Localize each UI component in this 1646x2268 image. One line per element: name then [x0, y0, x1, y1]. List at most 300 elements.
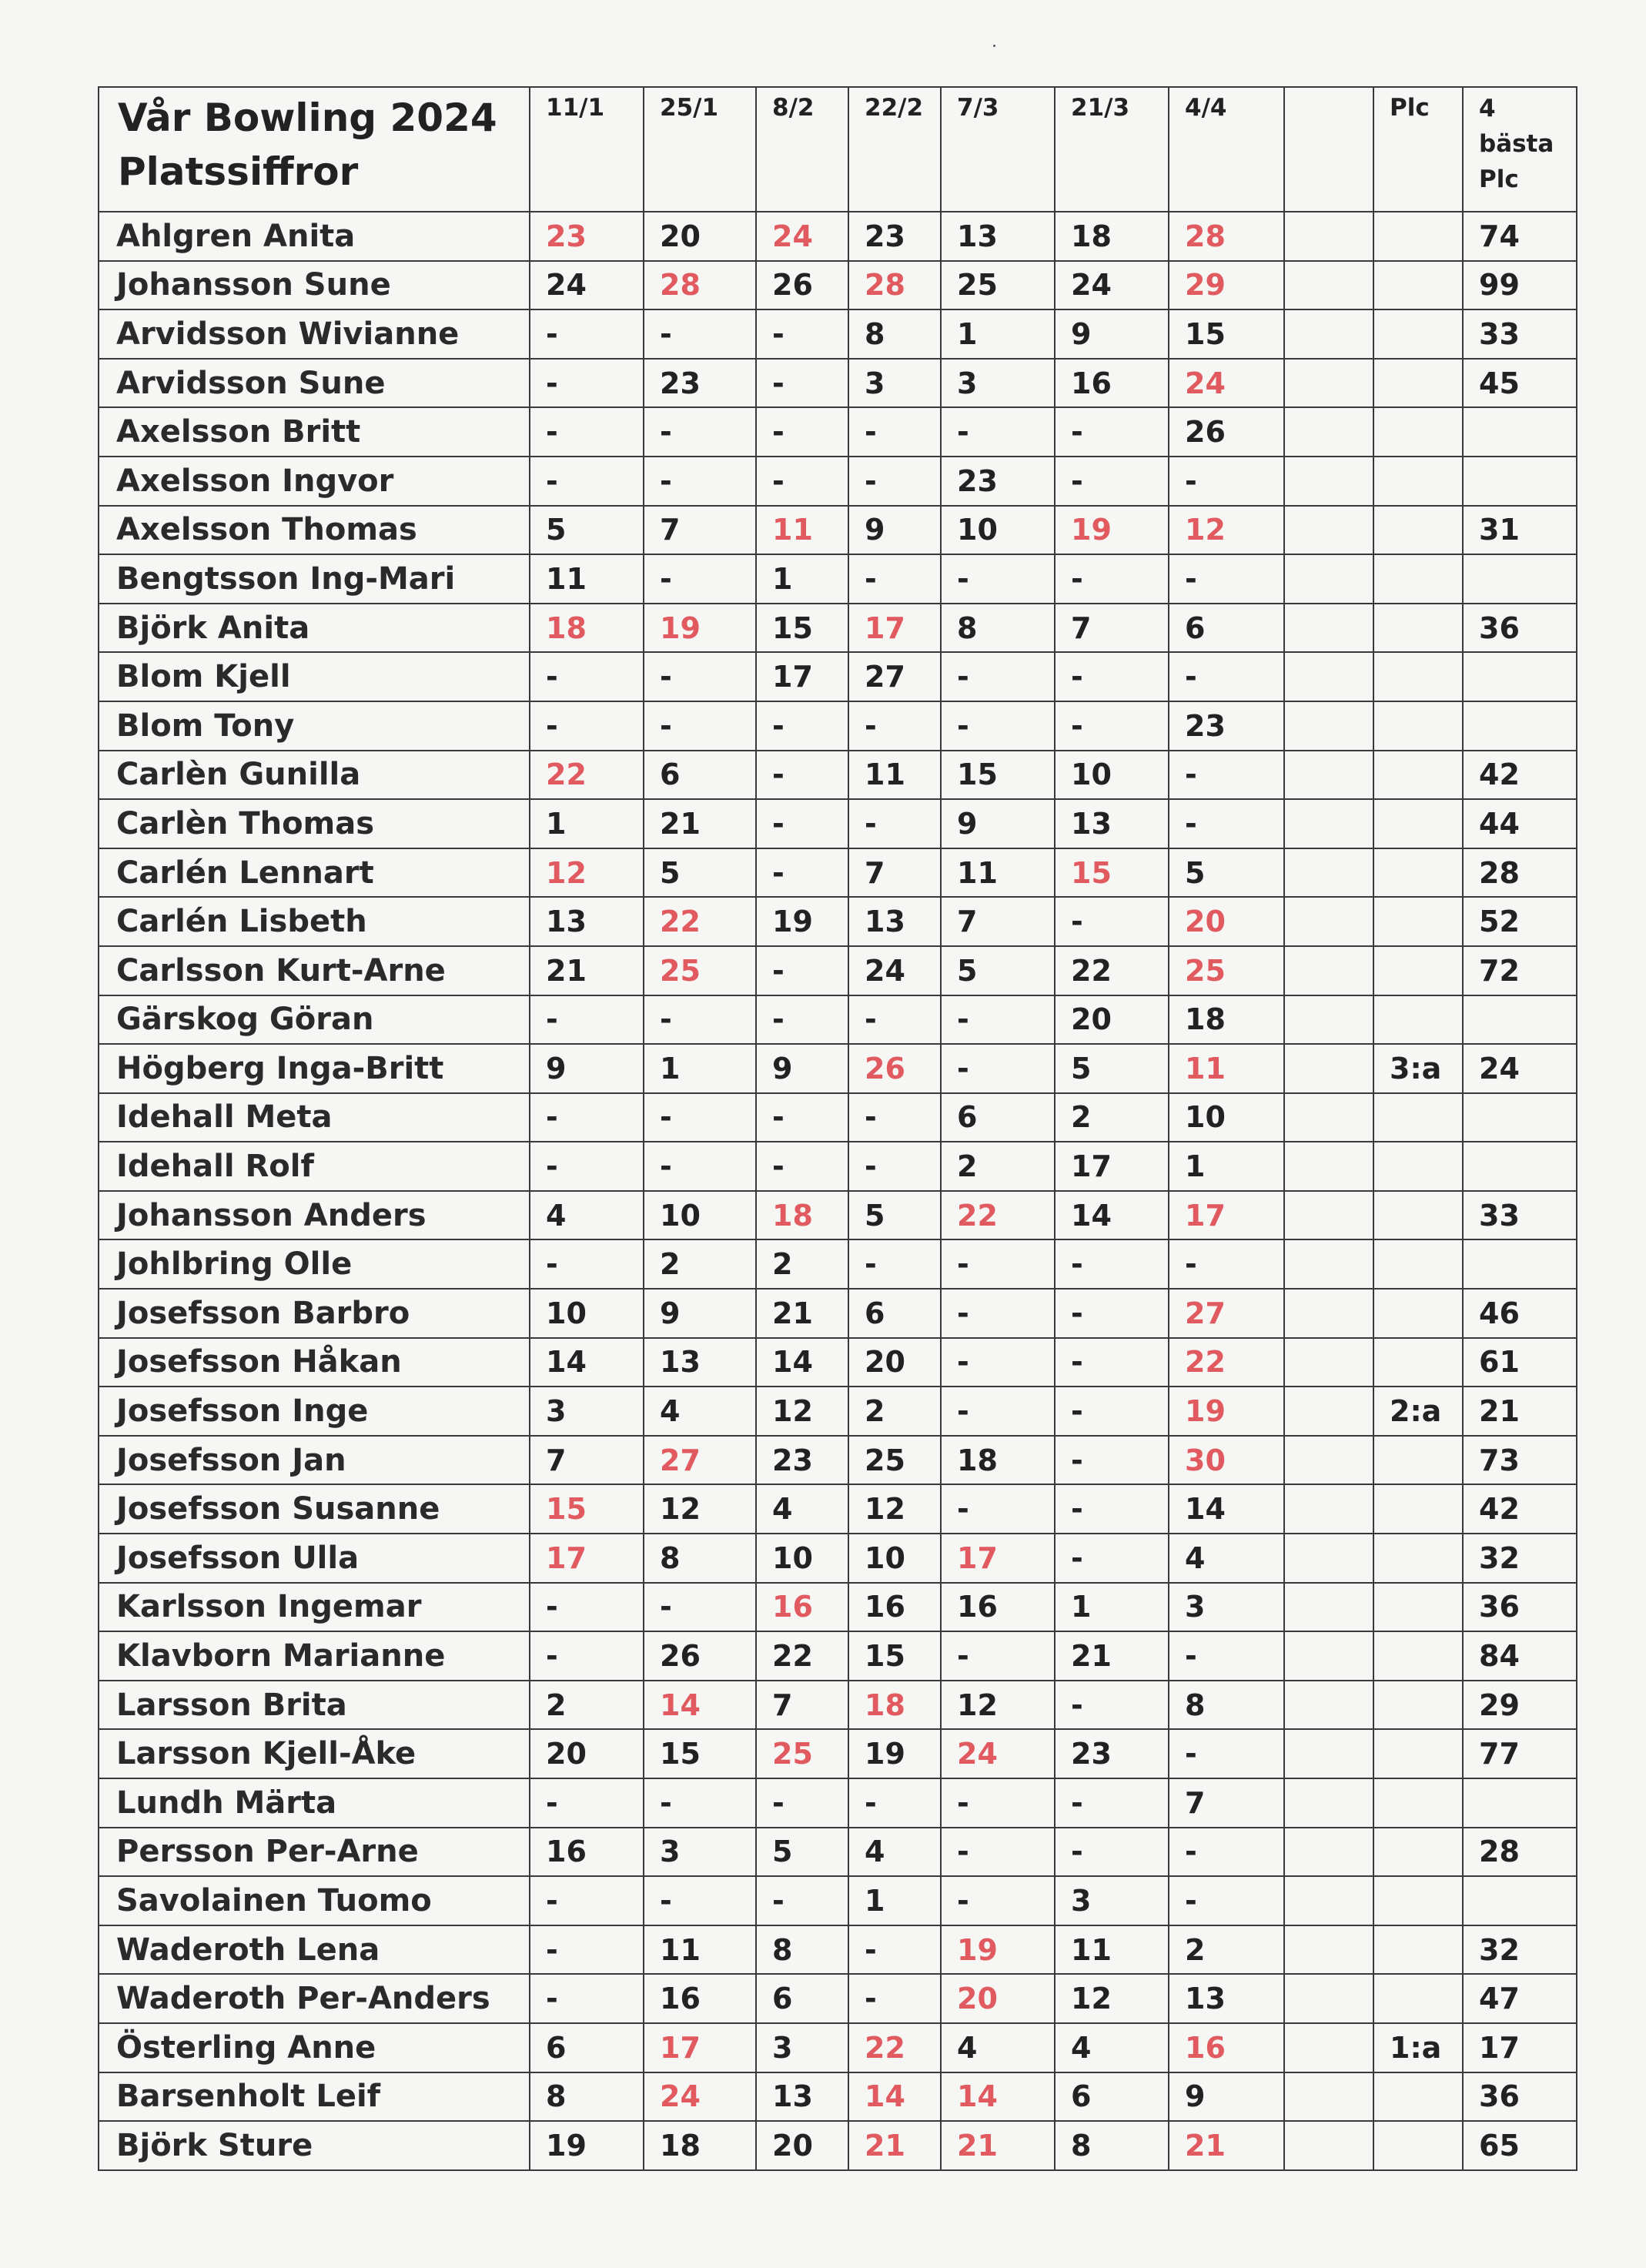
score-cell: 3 [848, 359, 941, 408]
score-cell: 26 [848, 1044, 941, 1093]
score-cell: 19 [1169, 1387, 1284, 1436]
score-cell [1284, 1338, 1373, 1387]
score-cell: - [756, 1142, 848, 1191]
player-name: Ahlgren Anita [99, 212, 530, 261]
score-cell: - [756, 946, 848, 995]
placement-cell [1373, 1436, 1463, 1485]
table-row [99, 1093, 1577, 1142]
placement-cell [1373, 1583, 1463, 1632]
score-cell: 10 [848, 1534, 941, 1583]
player-name: Karlsson Ingemar [99, 1583, 530, 1632]
score-cell: - [848, 407, 941, 457]
score-cell [1284, 1828, 1373, 1877]
score-cell: 13 [941, 212, 1055, 261]
placement-cell [1373, 1239, 1463, 1289]
score-cell: 27 [1169, 1289, 1284, 1338]
best4-cell [1463, 652, 1577, 701]
table-row [99, 212, 1577, 261]
score-cell: - [530, 652, 644, 701]
score-cell: 1 [1055, 1583, 1169, 1632]
table-row [99, 506, 1577, 555]
score-cell: 4 [756, 1484, 848, 1534]
score-cell: - [941, 1631, 1055, 1681]
score-cell: 8 [530, 2072, 644, 2122]
score-cell [1284, 212, 1373, 261]
score-cell: - [756, 701, 848, 751]
player-name: Johansson Sune [99, 261, 530, 310]
score-cell: 25 [848, 1436, 941, 1485]
score-cell: 8 [1169, 1681, 1284, 1730]
player-name: Barsenholt Leif [99, 2072, 530, 2122]
score-cell: 12 [1055, 1974, 1169, 2023]
score-cell: 11 [530, 554, 644, 604]
score-cell: 15 [530, 1484, 644, 1534]
score-cell: - [1055, 407, 1169, 457]
best4-cell: 47 [1463, 1974, 1577, 2023]
score-cell: 7 [1055, 604, 1169, 653]
score-cell: - [1169, 1729, 1284, 1778]
score-cell: 17 [530, 1534, 644, 1583]
score-cell: - [1055, 1387, 1169, 1436]
player-name: Arvidsson Wivianne [99, 309, 530, 359]
score-cell [1284, 1534, 1373, 1583]
score-cell: 11 [1055, 1925, 1169, 1975]
score-cell: 1 [756, 554, 848, 604]
score-cell: 3 [756, 2023, 848, 2072]
score-cell: - [848, 554, 941, 604]
score-cell: - [756, 457, 848, 506]
score-cell: 20 [756, 2121, 848, 2170]
placement-cell [1373, 212, 1463, 261]
score-cell: 2 [756, 1239, 848, 1289]
col-header-empty [1284, 87, 1373, 212]
best4-cell [1463, 701, 1577, 751]
score-cell: 11 [756, 506, 848, 555]
score-cell: 12 [756, 1387, 848, 1436]
score-cell: 11 [1169, 1044, 1284, 1093]
placement-cell [1373, 261, 1463, 310]
score-cell: 9 [756, 1044, 848, 1093]
table-row [99, 1289, 1577, 1338]
best4-cell: 32 [1463, 1925, 1577, 1975]
score-cell: 24 [530, 261, 644, 310]
score-cell: - [1055, 457, 1169, 506]
score-cell: 18 [848, 1681, 941, 1730]
score-cell: 22 [756, 1631, 848, 1681]
score-cell: 17 [848, 604, 941, 653]
best4-cell: 33 [1463, 309, 1577, 359]
best4-cell: 84 [1463, 1631, 1577, 1681]
score-cell: 3 [1169, 1583, 1284, 1632]
score-cell: 26 [644, 1631, 756, 1681]
score-cell: - [1169, 1828, 1284, 1877]
table-row [99, 1387, 1577, 1436]
player-name: Persson Per-Arne [99, 1828, 530, 1877]
best4-cell [1463, 1778, 1577, 1828]
score-cell [1284, 309, 1373, 359]
table-row [99, 751, 1577, 800]
player-name: Josefsson Inge [99, 1387, 530, 1436]
col-header: 4/4 [1169, 87, 1284, 212]
score-cell: - [530, 359, 644, 408]
score-cell: 24 [644, 2072, 756, 2122]
score-cell [1284, 2121, 1373, 2170]
score-cell: 21 [644, 799, 756, 848]
best4-cell: 52 [1463, 897, 1577, 946]
table-row [99, 604, 1577, 653]
placement-cell [1373, 946, 1463, 995]
best4-cell [1463, 457, 1577, 506]
table-row [99, 701, 1577, 751]
score-cell: 21 [1169, 2121, 1284, 2170]
score-cell: - [530, 1093, 644, 1142]
best4-cell: 36 [1463, 604, 1577, 653]
score-cell: 21 [848, 2121, 941, 2170]
player-name: Klavborn Marianne [99, 1631, 530, 1681]
placement-cell [1373, 1289, 1463, 1338]
table-row [99, 1044, 1577, 1093]
score-cell: 15 [941, 751, 1055, 800]
player-name: Johansson Anders [99, 1191, 530, 1240]
score-cell: 22 [941, 1191, 1055, 1240]
score-cell: 16 [1055, 359, 1169, 408]
score-cell: 5 [644, 848, 756, 898]
score-cell: 4 [941, 2023, 1055, 2072]
placement-cell [1373, 1484, 1463, 1534]
score-cell: - [1055, 701, 1169, 751]
best4-cell: 44 [1463, 799, 1577, 848]
table-row [99, 1876, 1577, 1925]
score-cell: - [941, 1484, 1055, 1534]
score-cell: - [644, 457, 756, 506]
player-name: Carlén Lisbeth [99, 897, 530, 946]
placement-cell [1373, 1338, 1463, 1387]
score-cell: - [941, 407, 1055, 457]
score-cell: 10 [756, 1534, 848, 1583]
score-cell: 14 [1169, 1484, 1284, 1534]
player-name: Gärskog Göran [99, 995, 530, 1045]
table-row [99, 1239, 1577, 1289]
best4-cell: 33 [1463, 1191, 1577, 1240]
score-cell: - [848, 457, 941, 506]
placement-cell [1373, 1729, 1463, 1778]
score-cell [1284, 506, 1373, 555]
placement-cell [1373, 1681, 1463, 1730]
score-cell: - [756, 407, 848, 457]
score-cell: 9 [530, 1044, 644, 1093]
score-cell [1284, 457, 1373, 506]
score-cell: 6 [530, 2023, 644, 2072]
score-cell: - [530, 1876, 644, 1925]
score-cell: 11 [941, 848, 1055, 898]
score-cell: 9 [941, 799, 1055, 848]
score-cell: 28 [644, 261, 756, 310]
score-cell: 8 [941, 604, 1055, 653]
table-row [99, 309, 1577, 359]
table-row [99, 946, 1577, 995]
score-cell: - [644, 309, 756, 359]
title-line-1: Vår Bowling 2024 [118, 95, 497, 140]
table-row [99, 1583, 1577, 1632]
best4-cell [1463, 1239, 1577, 1289]
score-cell [1284, 1681, 1373, 1730]
score-cell: - [848, 995, 941, 1045]
best4-cell: 21 [1463, 1387, 1577, 1436]
score-cell: 1 [848, 1876, 941, 1925]
score-cell: 20 [1055, 995, 1169, 1045]
player-name: Björk Sture [99, 2121, 530, 2170]
placement-cell: 1:a [1373, 2023, 1463, 2072]
score-cell: - [530, 1925, 644, 1975]
score-cell: 14 [756, 1338, 848, 1387]
score-cell: 16 [1169, 2023, 1284, 2072]
score-cell: 2 [530, 1681, 644, 1730]
score-cell: 7 [644, 506, 756, 555]
score-cell: 7 [1169, 1778, 1284, 1828]
score-cell: 2 [1055, 1093, 1169, 1142]
score-cell: - [1169, 554, 1284, 604]
score-cell: - [1055, 1534, 1169, 1583]
score-cell: 11 [644, 1925, 756, 1975]
player-name: Arvidsson Sune [99, 359, 530, 408]
score-cell: 2 [848, 1387, 941, 1436]
best4-cell: 61 [1463, 1338, 1577, 1387]
score-cell: - [644, 407, 756, 457]
table-row [99, 848, 1577, 898]
score-cell: 26 [756, 261, 848, 310]
score-cell: - [1055, 1681, 1169, 1730]
score-cell: 6 [1055, 2072, 1169, 2122]
score-cell: - [941, 1387, 1055, 1436]
score-cell: - [1169, 799, 1284, 848]
col-header: 25/1 [644, 87, 756, 212]
score-cell: - [1055, 1289, 1169, 1338]
player-name: Josefsson Jan [99, 1436, 530, 1485]
score-cell: 19 [756, 897, 848, 946]
score-cell [1284, 1289, 1373, 1338]
score-cell: - [941, 1239, 1055, 1289]
placement-cell [1373, 1876, 1463, 1925]
best4-cell [1463, 1142, 1577, 1191]
score-cell: - [756, 309, 848, 359]
score-cell: - [1169, 1876, 1284, 1925]
score-cell: 15 [1055, 848, 1169, 898]
table-row [99, 995, 1577, 1045]
paper-speck [993, 45, 995, 47]
score-cell: 24 [756, 212, 848, 261]
player-name: Waderoth Lena [99, 1925, 530, 1975]
placement-cell [1373, 751, 1463, 800]
score-cell: 5 [1169, 848, 1284, 898]
placement-cell [1373, 1142, 1463, 1191]
table-row [99, 1534, 1577, 1583]
score-cell: 22 [644, 897, 756, 946]
score-cell: 24 [1169, 359, 1284, 408]
score-cell: 18 [644, 2121, 756, 2170]
score-cell: 2 [941, 1142, 1055, 1191]
player-name: Blom Kjell [99, 652, 530, 701]
table-row [99, 1681, 1577, 1730]
score-cell [1284, 1974, 1373, 2023]
score-cell [1284, 1239, 1373, 1289]
score-cell [1284, 799, 1373, 848]
score-cell: 23 [530, 212, 644, 261]
table-body [99, 212, 1577, 2170]
score-cell: 11 [848, 751, 941, 800]
placement-cell [1373, 1093, 1463, 1142]
score-cell: 24 [941, 1729, 1055, 1778]
player-name: Axelsson Britt [99, 407, 530, 457]
score-cell: - [1055, 1239, 1169, 1289]
score-cell: - [644, 1093, 756, 1142]
score-cell: 4 [644, 1387, 756, 1436]
placement-cell [1373, 1974, 1463, 2023]
table-row [99, 554, 1577, 604]
score-cell: 9 [848, 506, 941, 555]
score-cell: 14 [941, 2072, 1055, 2122]
score-cell: 13 [644, 1338, 756, 1387]
table-row [99, 1631, 1577, 1681]
placement-cell: 3:a [1373, 1044, 1463, 1093]
score-cell: 21 [941, 2121, 1055, 2170]
score-cell: - [756, 1093, 848, 1142]
header-row [99, 87, 1577, 212]
table-row [99, 1338, 1577, 1387]
best4-cell: 31 [1463, 506, 1577, 555]
score-cell: - [848, 701, 941, 751]
placement-cell [1373, 1925, 1463, 1975]
table-row [99, 1484, 1577, 1534]
score-cell: 6 [756, 1974, 848, 2023]
score-cell: - [848, 1974, 941, 2023]
best4-cell: 24 [1463, 1044, 1577, 1093]
score-cell: 22 [1169, 1338, 1284, 1387]
score-cell: 18 [1055, 212, 1169, 261]
table-row [99, 1142, 1577, 1191]
score-cell: 13 [756, 2072, 848, 2122]
score-cell: - [644, 1876, 756, 1925]
player-name: Blom Tony [99, 701, 530, 751]
score-cell: 16 [644, 1974, 756, 2023]
table-row [99, 2121, 1577, 2170]
score-cell: 25 [941, 261, 1055, 310]
score-cell: 1 [941, 309, 1055, 359]
placement-cell [1373, 897, 1463, 946]
score-cell: 6 [941, 1093, 1055, 1142]
score-cell: - [644, 652, 756, 701]
placement-cell [1373, 652, 1463, 701]
score-cell: 22 [530, 751, 644, 800]
score-cell: - [530, 701, 644, 751]
score-cell [1284, 359, 1373, 408]
score-cell: - [756, 799, 848, 848]
score-cell: - [941, 701, 1055, 751]
table-row [99, 261, 1577, 310]
placement-cell [1373, 995, 1463, 1045]
table-row [99, 1729, 1577, 1778]
score-cell: - [848, 1093, 941, 1142]
best4-cell: 74 [1463, 212, 1577, 261]
score-cell [1284, 1436, 1373, 1485]
score-cell: 1 [1169, 1142, 1284, 1191]
placement-cell [1373, 1778, 1463, 1828]
score-cell: 13 [530, 897, 644, 946]
best4-cell [1463, 407, 1577, 457]
score-cell: 17 [1169, 1191, 1284, 1240]
score-cell: 20 [644, 212, 756, 261]
player-name: Österling Anne [99, 2023, 530, 2072]
table-row [99, 1191, 1577, 1240]
score-cell: 7 [530, 1436, 644, 1485]
score-cell: 18 [530, 604, 644, 653]
score-cell: - [1055, 1436, 1169, 1485]
best4-cell: 99 [1463, 261, 1577, 310]
score-cell: 2 [1169, 1925, 1284, 1975]
score-cell: 20 [848, 1338, 941, 1387]
col-header: 8/2 [756, 87, 848, 212]
placement-cell [1373, 506, 1463, 555]
score-cell: 16 [530, 1828, 644, 1877]
score-cell: 3 [644, 1828, 756, 1877]
best4-cell: 42 [1463, 751, 1577, 800]
score-cell: 27 [848, 652, 941, 701]
player-name: Carlèn Gunilla [99, 751, 530, 800]
placement-cell [1373, 1631, 1463, 1681]
score-cell: - [848, 1239, 941, 1289]
player-name: Axelsson Thomas [99, 506, 530, 555]
score-cell [1284, 1142, 1373, 1191]
score-cell: 7 [941, 897, 1055, 946]
score-cell: 8 [848, 309, 941, 359]
score-cell: 12 [644, 1484, 756, 1534]
score-cell: 23 [756, 1436, 848, 1485]
score-cell: - [530, 457, 644, 506]
score-cell: 17 [756, 652, 848, 701]
best4-cell: 42 [1463, 1484, 1577, 1534]
score-cell: - [1055, 1778, 1169, 1828]
score-cell: 25 [1169, 946, 1284, 995]
score-cell: 10 [1169, 1093, 1284, 1142]
score-cell: - [941, 995, 1055, 1045]
score-cell: 21 [1055, 1631, 1169, 1681]
player-name: Josefsson Barbro [99, 1289, 530, 1338]
score-cell: 5 [1055, 1044, 1169, 1093]
placement-cell [1373, 799, 1463, 848]
best4-cell: 29 [1463, 1681, 1577, 1730]
score-cell: 7 [848, 848, 941, 898]
score-cell: 10 [530, 1289, 644, 1338]
table-row [99, 359, 1577, 408]
player-name: Lundh Märta [99, 1778, 530, 1828]
player-name: Larsson Kjell-Åke [99, 1729, 530, 1778]
score-cell: 19 [1055, 506, 1169, 555]
player-name: Axelsson Ingvor [99, 457, 530, 506]
table-row [99, 1925, 1577, 1975]
score-cell: - [530, 1631, 644, 1681]
score-cell: 25 [644, 946, 756, 995]
placement-cell [1373, 309, 1463, 359]
best4-cell: 65 [1463, 2121, 1577, 2170]
score-cell: - [756, 359, 848, 408]
score-cell: 13 [848, 897, 941, 946]
placement-cell [1373, 701, 1463, 751]
score-cell [1284, 848, 1373, 898]
score-cell [1284, 1778, 1373, 1828]
score-cell [1284, 1387, 1373, 1436]
score-cell: - [644, 995, 756, 1045]
score-cell: 29 [1169, 261, 1284, 310]
col-header: 11/1 [530, 87, 644, 212]
